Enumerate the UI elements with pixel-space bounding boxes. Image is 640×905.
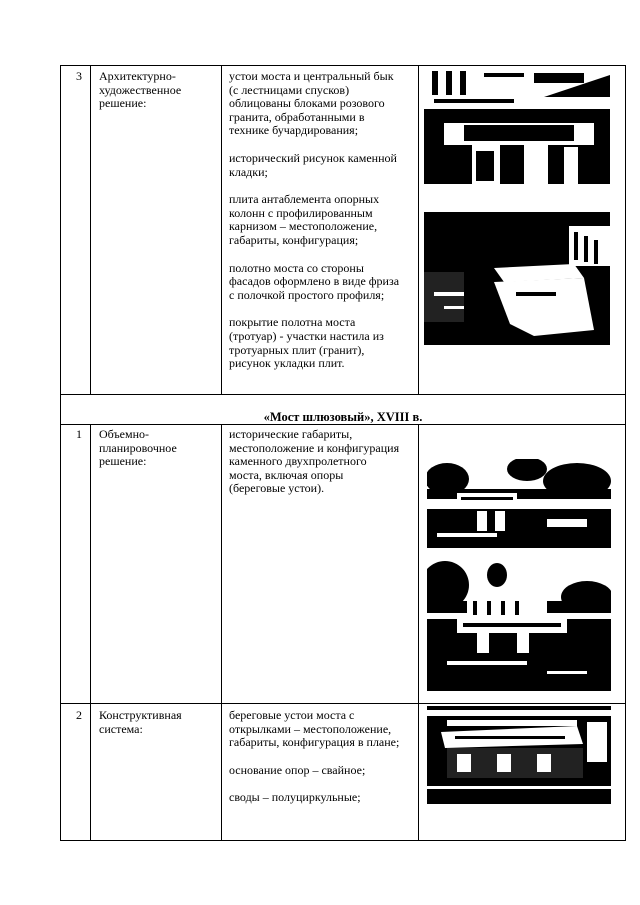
column-divider	[221, 424, 222, 841]
column-divider	[418, 424, 419, 841]
row-heading: Объемно- планировочное решение:	[99, 427, 177, 469]
description-paragraph: исторический рисунок каменной кладки;	[229, 150, 397, 179]
column-divider	[90, 424, 91, 841]
bridge-pond-photo-2	[427, 561, 611, 691]
row-number: 3	[76, 69, 82, 83]
description-paragraph: береговые устои моста с открылками – местоположение, габариты, конфигурация в плане;	[229, 708, 400, 750]
description-paragraph: своды – полуциркульные;	[229, 790, 361, 805]
row-heading: Конструктивная система:	[99, 708, 182, 736]
row-divider	[60, 394, 626, 395]
section-title: «Мост шлюзовый», XVIII в.	[263, 410, 423, 424]
column-divider	[418, 65, 419, 395]
row-number: 1	[76, 427, 82, 441]
description-paragraph: устои моста и центральный бык (с лестницами спусков) облицованы блоками розового гранита, обработанными в технике бучардирования;	[229, 69, 394, 138]
description-paragraph: полотно моста со стороны фасадов оформлено в виде фриза с полочкой простого профиля;	[229, 260, 400, 302]
table-right-border	[625, 65, 626, 841]
bridge-pond-photo-1	[427, 459, 611, 548]
table-bottom-border	[60, 840, 626, 841]
row-description	[229, 428, 417, 496]
table-left-border	[60, 65, 61, 841]
description-paragraph: плита антаблемента опорных колонн с профилированным карнизом – местоположение, габариты, конфигурация;	[229, 192, 380, 247]
description-paragraph: покрытие полотна моста (тротуар) - участки настила из тротуарных плит (гранит), рисунок укладки плит.	[229, 315, 384, 371]
table-top-border	[60, 65, 626, 66]
row-heading: Архитектурно- художественное решение:	[99, 69, 182, 111]
row-description	[229, 70, 417, 371]
bridge-cornice-photo	[424, 212, 610, 345]
description-paragraph: исторические габариты, местоположение и конфигурация каменного двухпролетного моста, включая опоры (береговые устои).	[229, 427, 400, 496]
column-divider	[221, 65, 222, 395]
description-paragraph: основание опор – свайное;	[229, 762, 366, 777]
row-description	[229, 709, 417, 805]
row-divider	[60, 703, 626, 704]
row-number: 2	[76, 708, 82, 722]
bridge-structure-photo	[427, 706, 611, 804]
bridge-pier-photo	[424, 67, 610, 184]
column-divider	[90, 65, 91, 395]
